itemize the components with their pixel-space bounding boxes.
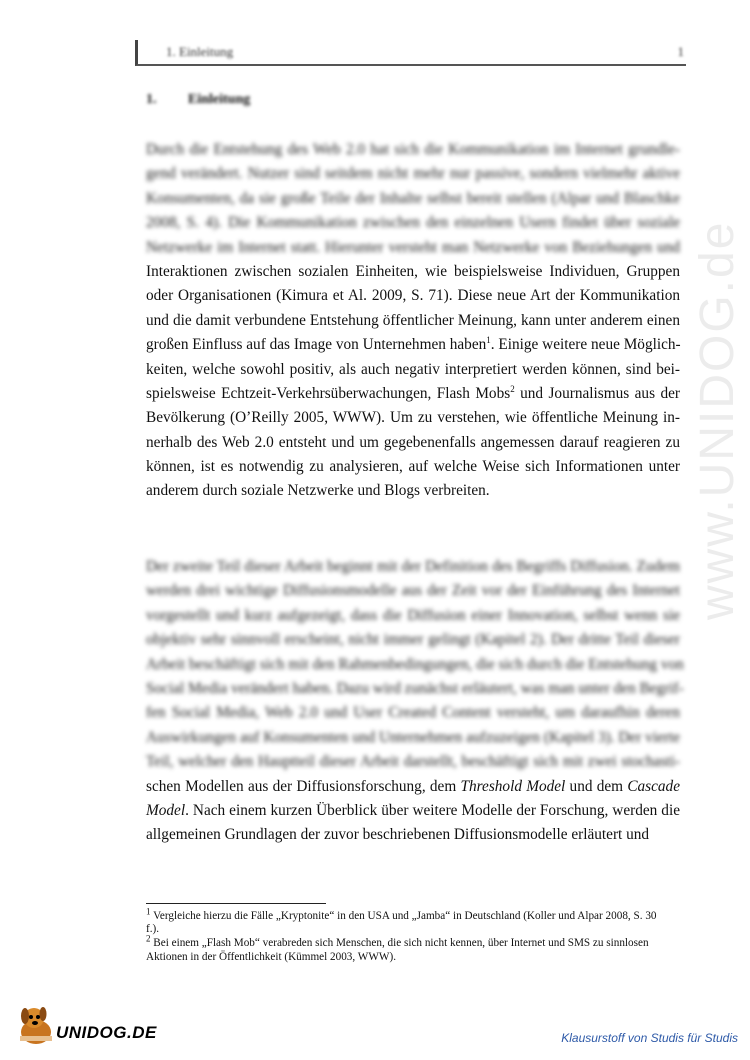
text-line: können, ist es notwendig zu analysieren, auf welche Weise sich Informationen unter: [146, 458, 680, 476]
footnote-text: Bei einem „Flash Mob“ verabreden sich Menschen, die sich nicht kennen, über Internet und SMS zu sinnlosen Aktionen in der Öffentlichkeit (Kümmel 2003, WWW).: [146, 937, 649, 963]
text-line: [146, 799, 680, 823]
text-line: gend verändert. Nutzer sind seitdem nicht mehr nur passive, sondern vielmehr aktive: [146, 165, 680, 183]
text-line: Social Media verändert haben. Dazu wird zunächst erläutert, was man unter den Begrif-: [146, 679, 684, 697]
footnotes: [146, 906, 666, 965]
text-line: anderem durch soziale Netzwerke und Blogs verbreiten.: [146, 482, 490, 500]
dog-mascot-icon: [14, 1002, 60, 1048]
italic-term: Cascade: [627, 777, 680, 795]
text-line: Bevölkerung (O’Reilly 2005, WWW). Um zu verstehen, wie öffentliche Meinung in-: [146, 409, 680, 427]
logo-text: UNIDOG.DE: [56, 1023, 157, 1042]
text-line: Konsumenten, da sie große Teile der Inhalte selbst bereit stellen (Alpar und Blaschke: [146, 189, 680, 207]
paragraph-intro: [146, 138, 680, 504]
footnote-ref[interactable]: 1: [486, 335, 491, 346]
text-line: allgemeinen Grundlagen der zuvor beschriebenen Diffusionsmodelle erläutert und: [146, 826, 650, 844]
footnote-number: 1: [146, 906, 151, 917]
text-segment: und dem: [565, 777, 628, 795]
italic-term: Model: [146, 801, 186, 819]
italic-term: Threshold Model: [460, 777, 566, 795]
text-segment: und Journalismus aus der: [514, 384, 680, 402]
watermark: www.UNIDOG.de: [691, 220, 744, 620]
text-line: und die damit verbundene Entstehung öffentlicher Meinung, kann unter anderem einen: [146, 311, 680, 329]
text-segment: . Einige weitere neue Möglich-: [490, 336, 681, 354]
footnote-1: [146, 906, 666, 936]
text-line: Durch die Entstehung des Web 2.0 hat sich die Kommunikation im Internet grundle-: [146, 141, 680, 158]
running-header: [135, 40, 686, 66]
text-line: keiten, welche sowohl positiv, als auch negativ interpretiert werden können, sind bei-: [146, 360, 680, 378]
text-line: [146, 775, 680, 799]
text-line: Teil, welcher den Hauptteil dieser Arbeit darstellt, beschäftigt sich mit zwei stochasti-: [146, 753, 680, 771]
paragraph-outline: [146, 555, 684, 848]
text-line: fen Social Media, Web 2.0 und User Created Content versteht, um daraufhin deren: [146, 704, 680, 722]
text-line: Arbeit beschäftigt sich mit den Rahmenbedingungen, die sich durch die Entstehung von: [146, 655, 684, 673]
chapter-heading: [146, 92, 250, 108]
text-line: vorgestellt und kurz aufgezeigt, dass die Diffusion einer Innovation, selbst wenn sie: [146, 606, 680, 624]
footnote-text: Vergleiche hierzu die Fälle „Kryptonite“ in den USA und „Jamba“ in Deutschland (Koller und Alpar 2008, S. 30 f.).: [146, 910, 657, 936]
text-line: Interaktionen zwischen sozialen Einheiten, wie beispielsweise Individuen, Gruppen: [146, 262, 680, 280]
text-line: [146, 333, 680, 357]
text-line: Der zweite Teil dieser Arbeit beginnt mit der Definition des Begriffs Diffusion. Zudem: [146, 558, 680, 575]
unidog-logo[interactable]: [14, 1002, 174, 1052]
text-line: nerhalb des Web 2.0 entsteht und um gegebenenfalls angemessen darauf reagieren zu: [146, 433, 680, 451]
site-tagline: Klausurstoff von Studis für Studis: [561, 1031, 738, 1045]
footnote-number: 2: [146, 933, 151, 944]
text-segment: schen Modellen aus der Diffusionsforschung, dem: [146, 777, 461, 795]
text-line: werden drei wichtige Diffusionsmodelle aus der Zeit vor der Einführung des Internet: [146, 582, 680, 600]
header-chapter-label: 1. Einleitung: [166, 44, 234, 59]
chapter-number: 1.: [146, 92, 157, 107]
footnote-divider: [146, 903, 326, 904]
chapter-title: Einleitung: [188, 92, 251, 107]
text-segment: . Nach einem kurzen Überblick über weitere Modelle der Forschung, werden die: [185, 801, 680, 819]
text-line: 2008, S. 4). Die Kommunikation zwischen den einzelnen Usern findet über soziale: [146, 214, 680, 232]
footnote-2: [146, 933, 666, 963]
header-page-number: 1: [677, 44, 684, 59]
text-line: oder Organisationen (Kimura et Al. 2009, S. 71). Diese neue Art der Kommunikation: [146, 287, 680, 305]
text-segment: spielsweise Echtzeit-Verkehrsüberwachungen, Flash Mobs: [146, 384, 511, 402]
text-segment: großen Einfluss auf das Image von Unternehmen haben: [146, 336, 487, 354]
text-line: objektiv sehr sinnvoll erscheint, nicht immer gelingt (Kapitel 2). Der dritte Teil dieser: [146, 631, 680, 649]
text-line: Auswirkungen auf Konsumenten und Unternehmen aufzuzeigen (Kapitel 3). Der vierte: [146, 728, 680, 746]
text-line: Netzwerke im Internet statt. Hierunter versteht man Netzwerke von Beziehungen und: [146, 238, 680, 256]
footnote-ref[interactable]: 2: [510, 383, 515, 394]
text-line: [146, 382, 680, 406]
